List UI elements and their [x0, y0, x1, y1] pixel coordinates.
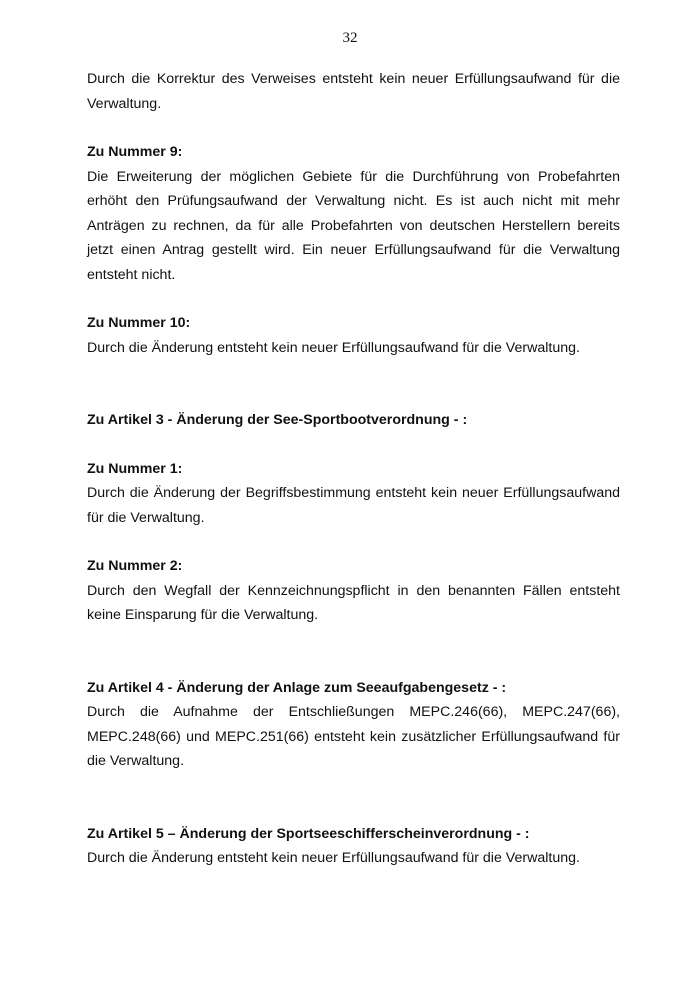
paragraph: Durch den Wegfall der Kennzeichnungspflicht in den benannten Fällen entsteht keine Einsparung für die Verwaltung.	[87, 582, 620, 623]
section-verweis	[87, 67, 620, 116]
section-heading: Zu Nummer 1:	[87, 460, 183, 477]
section-artikel-3-nummer-1	[87, 457, 620, 531]
section-artikel-3-nummer-2	[87, 554, 620, 628]
paragraph: Durch die Aufnahme der Entschließungen MEPC.246(66), MEPC.247(66), MEPC.248(66) und MEPC.251(66) entsteht kein zusätzlicher Erfüllungsaufwand für die Verwaltung.	[87, 704, 620, 769]
article-heading: Zu Artikel 5 – Änderung der Sportseeschifferscheinverordnung - :	[87, 825, 530, 842]
section-artikel-4	[87, 676, 620, 774]
paragraph: Durch die Korrektur des Verweises entsteht kein neuer Erfüllungsaufwand für die Verwaltung.	[87, 71, 620, 112]
section-heading: Zu Nummer 10:	[87, 315, 191, 331]
page-number: 32	[342, 30, 358, 46]
paragraph: Durch die Änderung der Begriffsbestimmung entsteht kein neuer Erfüllungsaufwand für die Verwaltung.	[87, 485, 620, 526]
paragraph: Die Erweiterung der möglichen Gebiete für die Durchführung von Probefahrten erhöht den Prüfungsaufwand der Verwaltung nicht. Es ist auch nicht mit mehr Anträgen zu rechnen, da für alle Probefahrten von deutschen Herstellern bereits jetzt einen Antrag gestellt wird. Ein neuer Erfüllungsaufwand für die Verwaltung entsteht nicht.	[87, 168, 620, 283]
article-heading: Zu Artikel 3 - Änderung der See-Sportbootverordnung - :	[87, 412, 468, 428]
paragraph: Durch die Änderung entsteht kein neuer Erfüllungsaufwand für die Verwaltung.	[87, 339, 580, 356]
document-body	[87, 67, 620, 871]
section-artikel-5	[87, 822, 620, 871]
section-heading: Zu Nummer 9:	[87, 144, 183, 160]
article-heading: Zu Artikel 4 - Änderung der Anlage zum Seeaufgabengesetz - :	[87, 679, 507, 696]
section-nummer-9	[87, 140, 620, 287]
paragraph: Durch die Änderung entsteht kein neuer Erfüllungsaufwand für die Verwaltung.	[87, 850, 580, 866]
section-artikel-3	[87, 408, 620, 433]
section-heading: Zu Nummer 2:	[87, 558, 183, 574]
section-nummer-10	[87, 311, 620, 360]
